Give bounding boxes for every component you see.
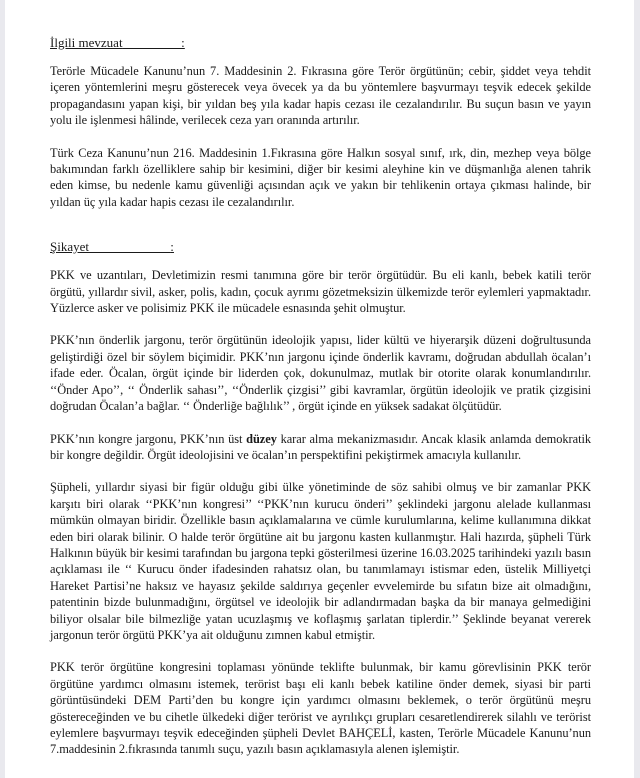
paragraph-kongre-jargonu: PKK’nın kongre jargonu, PKK’nın üst düzey karar alma mekanizmasıdır. Ancak klasik anlamda demokratik bir kongre değildir. Örgüt ideolojisini ve öcalan’ın perspektifini pekiştirmek amacıyla kullanılır. <box>50 431 591 462</box>
section-heading-ilgili-mevzuat <box>50 35 185 51</box>
document-content <box>50 34 591 758</box>
paragraph-tmk-7-2: Terörle Mücadele Kanunu’nun 7. Maddesinin 2. Fıkrasına göre Terör örgütünün; cebir, şiddet veya tehdit içeren yöntemlerini meşru gösterecek veya övecek ya da bu yöntemlere başvurmayı teşvik edecek şekilde propagandasını yapan kişi, bir yıldan beş yıla kadar hapis cezası ile cezalandırılır. Bu suçun basın ve yayın yolu ile işlenmesi hâlinde, verilecek ceza yarı oranında artırılır. <box>50 64 591 128</box>
paragraph-supheli-beyanat: Şüpheli, yıllardır siyasi bir figür olduğu gibi ülke yönetiminde de söz sahibi olmuş ve bir zamanlar PKK karşıtı biri olarak ‘‘PKK’nın kongresi’’ ‘‘PKK’nın kurucu önderi’’ şeklindeki jargonu alelade kullanması mümkün olmayan biridir. Özellikle basın açıklamalarına ve cümle kurulumlarına, kelime kullanımına dikkat eden biri olarak bilinir. O halde terör örgütüne ait bu jargonu kasten kullanmıştır. Hali hazırda, şüpheli Türk Halkının büyük bir kesimi tarafından bu jargona tepki gösterilmesi üzerine 16.03.2025 tarihindeki yazılı basın açıklaması ile ‘‘ Kurucu önder ifadesinden rahatsız olan, bu tanımlamayı istismar eden, üstelik Milliyetçi Hareket Partisi’ne haksız ve hayasız şekilde saldırıya geçenler evvelemirde bu sıfatın bize ait olmadığını, patentinin bizde bulunmadığını, örgütsel ve ideolojik bir adlandırmadan başka da bir manaya gelmediğini biliyor olsalar bile bilmezliğe yatan ucuzlaşmış ve koflaşmış şarlatan tiplerdir.’’ Şeklinde beyanat vererek jargonun terör örgütü PKK’ya ait olduğunu zımnen kabul etmiştir. <box>50 480 591 642</box>
bold-word: düzey <box>246 431 277 446</box>
heading-colon: : <box>170 239 174 255</box>
heading-label: Şikayet <box>50 239 89 255</box>
document-page <box>5 0 634 778</box>
paragraph-onderlik-jargonu: PKK’nın önderlik jargonu, terör örgütünün ideolojik yapısı, lider kültü ve hiyerarşik düzeni doğrultusunda geliştirdiği özel bir söylem biçimidir. PKK’nın jargonu içinde önderlik kavramı, doğrudan abdullah öcalan’ı ifade eder. Öcalan, örgüt içinde bir liderden çok, dokunulmaz, mutlak bir otorite olarak konumlandırılır. ‘‘Önder Apo’’, ‘‘ Önderlik sahası’’, ‘‘Önderlik çizgisi’’ gibi kavramlar, örgütün ideolojik ve pratik çizgisini doğrudan Öcalan’a bağlar. ‘‘ Önderliğe bağlılık’’ , örgüt içinde en yüksek sadakat ölçütüdür. <box>50 333 591 414</box>
heading-colon: : <box>181 35 185 50</box>
heading-label: İlgili mevzuat <box>50 35 123 50</box>
paragraph-pkk-tanim: PKK ve uzantıları, Devletimizin resmi tanımına göre bir terör örgütüdür. Bu eli kanlı, bebek katili terör örgütü, yıllardır sivil, asker, polis, kadın, çocuk ayrımı gözetmeksizin ülkemizde terör eylemleri yapmaktadır. Yüzlerce asker ve polisimiz PKK ile mücadele esnasında şehit olmuştur. <box>50 268 591 316</box>
section-heading-sikayet <box>50 239 174 255</box>
paragraph-tck-216-1: Türk Ceza Kanunu’nun 216. Maddesinin 1.Fıkrasına göre Halkın sosyal sınıf, ırk, din, mezhep veya bölge bakımından farklı özelliklere sahip bir kesimini, diğer bir kesimi aleyhine kin ve düşmanlığa alenen tahrik eden kimse, bu nedenle kamu güvenliği açısından açık ve yakın bir tehlikenin ortaya çıkması halinde, bir yıldan üç yıla kadar hapis cezası ile cezalandırılır. <box>50 145 591 209</box>
paragraph-sonuc: PKK terör örgütüne kongresini toplaması yönünde teklifte bulunmak, bir kamu görevlisinin PKK terör örgütüne yardımcı olmasını istemek, terörist başı eli kanlı bebek katiline önder demek, siyasi bir parti görüntüsündeki DEM Parti’den bu kongre için yardımcı olmasını beklemek, o terör örgütünü meşru göstereceğinden ve bu cihetle ülkedeki diğer terörist ve ayrılıkçı grupları cesaretlendirerek silahlı ve terörist eylemlere başvurmayı teşvik edeceğinden şüpheli Devlet BAHÇELİ, kasten, Terörle Mücadele Kanunu’nun 7.maddesinin 2.fıkrasında tanımlı suçu, yazılı basın açıklamasıyla alenen işlemiştir. <box>50 660 591 757</box>
